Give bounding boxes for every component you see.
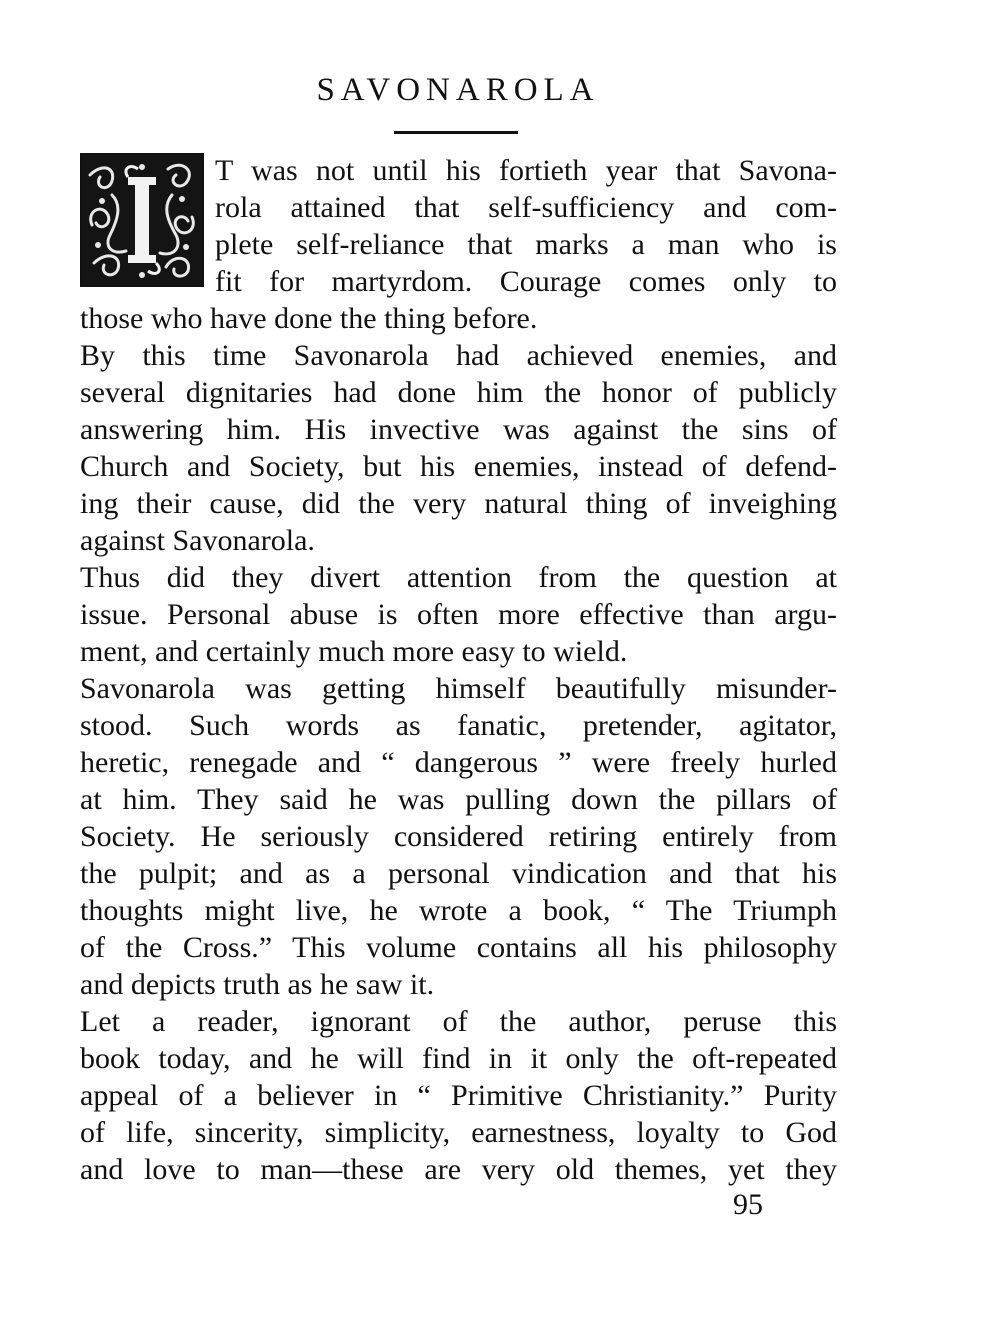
text-line: T was not until his fortieth year that Savona- <box>215 154 837 187</box>
text-line: of the Cross.” This volume contains all his philosophy <box>80 931 837 964</box>
text-line: ment, and certainly much more easy to wield. <box>80 635 628 668</box>
text-line: fit for martyrdom. Courage comes only to <box>215 265 837 298</box>
running-head: SAVONAROLA <box>316 72 600 108</box>
text-line: the pulpit; and as a personal vindication and that his <box>80 857 837 890</box>
text-line: Church and Society, but his enemies, instead of defend- <box>80 450 837 483</box>
text-line: and depicts truth as he saw it. <box>80 968 435 1001</box>
text-line: Society. He seriously considered retiring entirely from <box>80 820 837 853</box>
text-line: heretic, renegade and “ dangerous ” were freely hurled <box>80 746 837 779</box>
text-line: issue. Personal abuse is often more effective than argu- <box>80 598 837 631</box>
text-line: Let a reader, ignorant of the author, peruse this <box>80 1005 837 1038</box>
text-line: Thus did they divert attention from the question at <box>80 561 837 594</box>
text-line: stood. Such words as fanatic, pretender, agitator, <box>80 709 837 742</box>
text-line: ing their cause, did the very natural thing of inveighing <box>80 487 837 520</box>
text-line: Savonarola was getting himself beautifully misunder- <box>80 672 837 705</box>
text-line: answering him. His invective was against the sins of <box>80 413 837 446</box>
text-line: those who have done the thing before. <box>80 302 538 335</box>
text-line: against Savonarola. <box>80 524 315 557</box>
text-line: plete self-reliance that marks a man who is <box>215 228 837 261</box>
ornamental-drop-cap <box>80 153 204 287</box>
text-line: appeal of a believer in “ Primitive Christianity.” Purity <box>80 1079 837 1112</box>
text-line: several dignitaries had done him the honor of publicly <box>80 376 837 409</box>
text-line: at him. They said he was pulling down the pillars of <box>80 783 837 816</box>
text-line: book today, and he will find in it only the oft-repeated <box>80 1042 837 1075</box>
text-line: By this time Savonarola had achieved enemies, and <box>80 339 837 372</box>
text-line: rola attained that self-sufficiency and com- <box>215 191 837 224</box>
text-line: and love to man—these are very old themes, yet they <box>80 1153 837 1186</box>
title-rule <box>394 131 518 134</box>
text-line: thoughts might live, he wrote a book, “ The Triumph <box>80 894 837 927</box>
text-line: of life, sincerity, simplicity, earnestness, loyalty to God <box>80 1116 837 1149</box>
drop-cap-ornament <box>82 155 202 285</box>
page-number: 95 <box>733 1188 763 1221</box>
